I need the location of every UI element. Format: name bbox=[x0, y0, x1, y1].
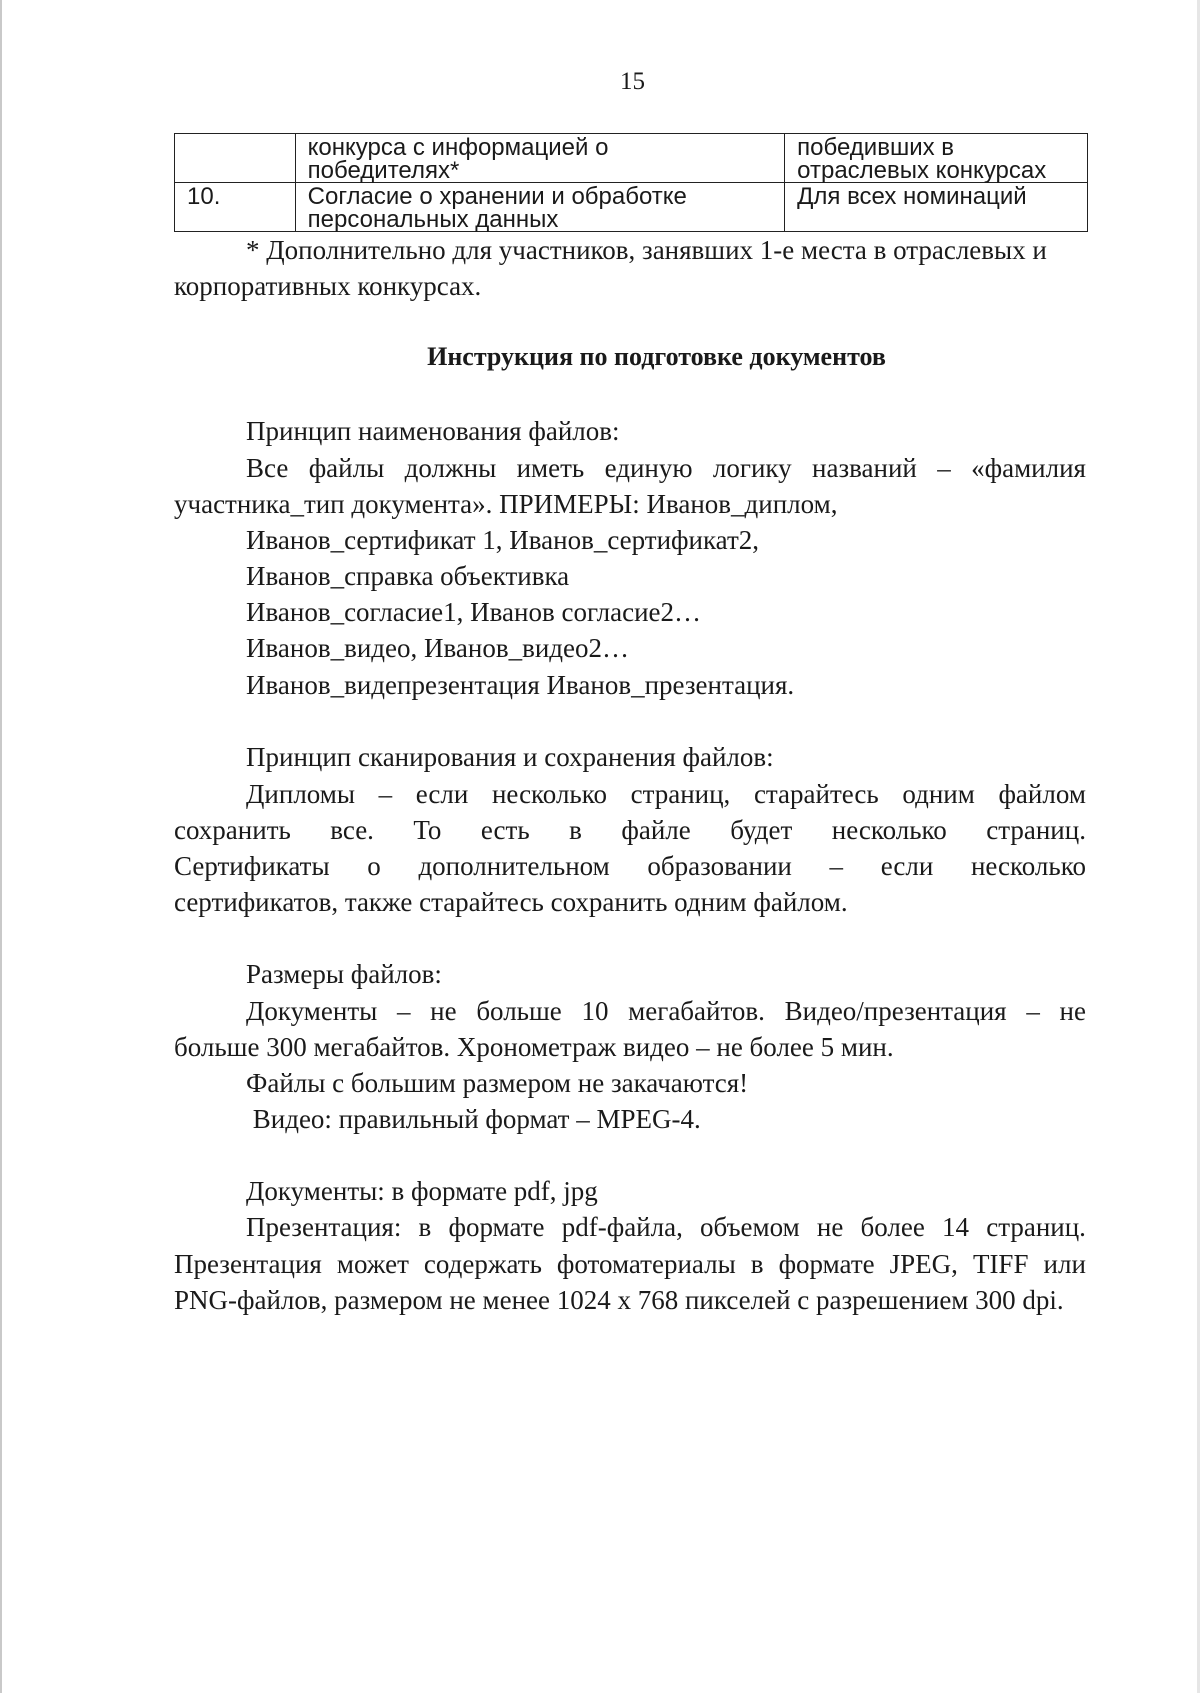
word: TIFF bbox=[972, 1249, 1029, 1279]
word: 14 bbox=[942, 1212, 970, 1242]
word: Видео/презентация bbox=[784, 996, 1007, 1026]
document-cell-line: Согласие о хранении и обработке bbox=[307, 183, 687, 210]
table-row bbox=[175, 183, 1088, 232]
document-cell-line: победителях* bbox=[307, 157, 460, 184]
word: несколько bbox=[970, 851, 1086, 881]
word: не bbox=[430, 996, 457, 1026]
nomination-cell-line: отраслевых конкурсах bbox=[797, 157, 1047, 184]
word: несколько bbox=[831, 815, 947, 845]
naming-paragraph-line: участника_тип документа». ПРИМЕРЫ: Иванов_диплом, bbox=[174, 489, 838, 519]
scanning-title: Принцип сканирования и сохранения файлов: bbox=[246, 742, 774, 772]
footnote-line: * Дополнительно для участников, занявших 1-е места в отраслевых и bbox=[246, 235, 1047, 265]
word: есть bbox=[480, 815, 530, 845]
word: иметь bbox=[516, 453, 585, 483]
documents-table bbox=[174, 133, 1088, 232]
document-cell bbox=[295, 134, 785, 183]
sizes-paragraph-line bbox=[174, 993, 1086, 1029]
naming-title: Принцип наименования файлов: bbox=[246, 416, 620, 446]
word: мегабайтов. bbox=[628, 996, 765, 1026]
word: Все bbox=[246, 453, 289, 483]
word: Сертификаты bbox=[174, 851, 330, 881]
word: если bbox=[415, 779, 469, 809]
scanning-paragraph-line: сертификатов, также старайтесь сохранить одним файлом. bbox=[174, 887, 848, 917]
footnote-line: корпоративных конкурсах. bbox=[174, 271, 482, 301]
naming-example: Иванов_сертификат 1, Иванов_сертификат2, bbox=[246, 525, 759, 555]
scanning-paragraph-line bbox=[174, 776, 1086, 812]
word: Дипломы bbox=[246, 779, 356, 809]
word: одним bbox=[902, 779, 975, 809]
word: JPEG, bbox=[889, 1249, 958, 1279]
word: файлы bbox=[308, 453, 385, 483]
nomination-cell-line: Для всех номинаций bbox=[797, 183, 1027, 210]
word: – bbox=[1026, 996, 1040, 1026]
scan-edge-left bbox=[0, 0, 2, 1693]
word: не bbox=[1059, 996, 1086, 1026]
table-row bbox=[175, 134, 1088, 183]
word: все. bbox=[330, 815, 374, 845]
scanning-paragraph-line bbox=[174, 812, 1086, 848]
word: в bbox=[418, 1212, 432, 1242]
row-number-cell: 10. bbox=[175, 183, 296, 232]
word: будет bbox=[730, 815, 793, 845]
naming-example: Иванов_видепрезентация Иванов_презентация. bbox=[246, 670, 795, 700]
word: формате bbox=[448, 1212, 545, 1242]
formats-presentation-line bbox=[174, 1209, 1086, 1245]
word: содержать bbox=[423, 1249, 542, 1279]
word: страниц. bbox=[986, 1212, 1086, 1242]
word: образовании bbox=[647, 851, 792, 881]
formats-presentation-line bbox=[174, 1246, 1086, 1282]
document-cell bbox=[295, 183, 785, 232]
word: названий bbox=[812, 453, 917, 483]
sizes-paragraph-line: Видео: правильный формат – MPEG-4. bbox=[246, 1104, 701, 1134]
word: pdf-файла, bbox=[561, 1212, 683, 1242]
section-heading: Инструкция по подготовке документов bbox=[427, 342, 886, 371]
nomination-cell-line: победивших в bbox=[797, 134, 955, 161]
word: может bbox=[336, 1249, 409, 1279]
word: или bbox=[1043, 1249, 1086, 1279]
naming-example: Иванов_согласие1, Иванов согласие2… bbox=[246, 597, 702, 627]
naming-example: Иванов_справка объективка bbox=[246, 561, 570, 591]
word: объемом bbox=[700, 1212, 800, 1242]
nomination-cell bbox=[785, 134, 1088, 183]
word: если bbox=[880, 851, 934, 881]
document-cell-line: конкурса с информацией о bbox=[307, 134, 609, 161]
word: 10 bbox=[581, 996, 609, 1026]
word: несколько bbox=[491, 779, 607, 809]
word: должны bbox=[404, 453, 497, 483]
word: – bbox=[396, 996, 411, 1026]
formats-documents-line: Документы: в формате pdf, jpg bbox=[246, 1176, 598, 1206]
word: старайтесь bbox=[753, 779, 879, 809]
word: То bbox=[413, 815, 442, 845]
word: «фамилия bbox=[971, 453, 1086, 483]
row-number-cell bbox=[175, 134, 296, 183]
word: формате bbox=[778, 1249, 875, 1279]
word: файле bbox=[621, 815, 691, 845]
word: более bbox=[860, 1212, 925, 1242]
formats-presentation-line: PNG-файлов, размером не менее 1024 x 768 пикселей с разрешением 300 dpi. bbox=[174, 1285, 1064, 1315]
sizes-paragraph-line: Файлы с большим размером не закачаются! bbox=[246, 1068, 749, 1098]
word: сохранить bbox=[174, 815, 291, 845]
word: страниц, bbox=[630, 779, 731, 809]
word: в bbox=[569, 815, 582, 845]
word: – bbox=[829, 851, 844, 881]
naming-paragraph-line bbox=[174, 450, 1086, 486]
page-number: 15 bbox=[620, 68, 645, 95]
word: дополнительном bbox=[418, 851, 610, 881]
naming-example: Иванов_видео, Иванов_видео2… bbox=[246, 633, 629, 663]
word: логику bbox=[712, 453, 792, 483]
word: страниц. bbox=[986, 815, 1086, 845]
word: больше bbox=[476, 996, 562, 1026]
sizes-paragraph-line: больше 300 мегабайтов. Хронометраж видео – не более 5 мин. bbox=[174, 1032, 894, 1062]
document-cell-line: персональных данных bbox=[307, 206, 559, 233]
word: фотоматериалы bbox=[556, 1249, 736, 1279]
scanning-paragraph-line bbox=[174, 848, 1086, 884]
word: – bbox=[937, 453, 951, 483]
word: в bbox=[750, 1249, 764, 1279]
word: о bbox=[367, 851, 381, 881]
word: – bbox=[378, 779, 393, 809]
word: Презентация: bbox=[246, 1212, 402, 1242]
word: файлом bbox=[998, 779, 1086, 809]
word: Презентация bbox=[174, 1249, 322, 1279]
word: единую bbox=[604, 453, 693, 483]
nomination-cell bbox=[785, 183, 1088, 232]
sizes-title: Размеры файлов: bbox=[246, 959, 442, 989]
word: не bbox=[816, 1212, 844, 1242]
word: Документы bbox=[246, 996, 378, 1026]
